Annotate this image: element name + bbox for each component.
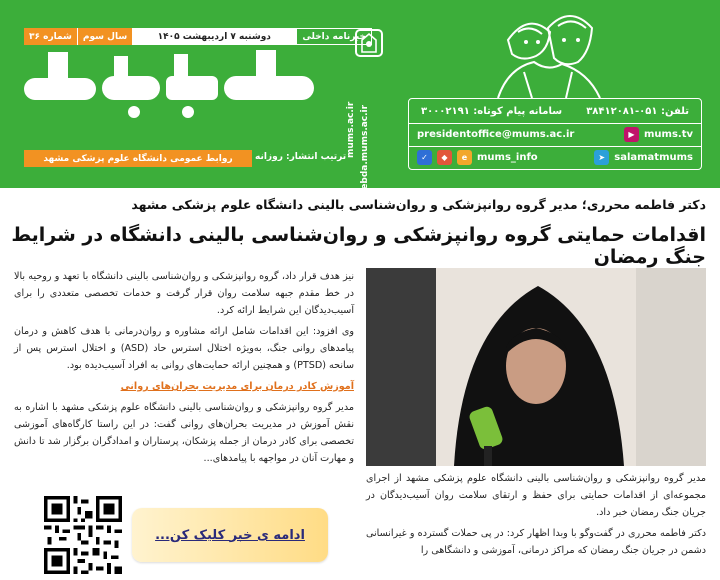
article-headline: اقدامات حمایتی گروه روانپزشکی و روان‌شناسی بالینی دانشگاه در شرایط جنگ رمضان bbox=[11, 224, 706, 268]
masthead-header bbox=[0, 0, 720, 198]
masthead-logo bbox=[24, 48, 314, 124]
sms-number[interactable]: سامانه پیام کوتاه: ۳۰۰۰۲۱۹۱ bbox=[421, 105, 563, 117]
site-url-1[interactable]: mums.ac.ir bbox=[346, 101, 356, 158]
interview-photo bbox=[366, 268, 706, 466]
aparat-icon: ▶ bbox=[624, 127, 639, 142]
contact-box bbox=[408, 98, 702, 170]
email-row bbox=[409, 123, 701, 145]
publish-order: ترتیب انتشار: روزانه bbox=[255, 152, 347, 162]
article-body bbox=[14, 268, 354, 471]
university-emblem-icon bbox=[352, 26, 386, 60]
caption-para-1: مدیر گروه روانپزشکی و روان‌شناسی بالینی دانشگاه علوم پزشکی مشهد از اجرای مجموعه‌ای از اقدامات حمایتی برای حفظ و ارتقای سلامت روان آسیب‌دیدگان در جریان جنگ رمضان خبر داد. bbox=[366, 473, 706, 518]
rubika-icon: ◆ bbox=[437, 150, 452, 165]
article-kicker: دکتر فاطمه محرری؛ مدیر گروه روانپزشکی و روان‌شناسی بالینی دانشگاه علوم پزشکی مشهد bbox=[131, 197, 706, 212]
body-para-3: مدیر گروه روانپزشکی و روان‌شناسی بالینی دانشگاه علوم پزشکی مشهد با اشاره به نقش آموزش در مدیریت بحران‌های روانی گفت: در این راستا کارگاه‌های آموزشی تخصصی برای کادر درمان از جمله پزشکان، پرستاران و امدادگران برگزار شد تا دانش و مهارت آنان در مواجهه با پیامدهای... bbox=[14, 402, 354, 464]
email-link[interactable]: presidentoffice@mums.ac.ir bbox=[417, 129, 575, 140]
qr-code[interactable] bbox=[44, 496, 122, 574]
body-subheading: آموزش کادر درمان برای مدیریت بحران‌های روانی bbox=[120, 381, 354, 392]
phone-row bbox=[409, 101, 701, 121]
site-url-2[interactable]: webda.mums.ac.ir bbox=[360, 104, 370, 198]
tv-link[interactable]: ▶ mums.tv bbox=[624, 127, 693, 142]
social-row bbox=[409, 146, 701, 168]
eitaa-icon: e bbox=[457, 150, 472, 165]
body-para-1: نیز هدف قرار داد، گروه روانپزشکی و روان‌شناسی بالینی دانشگاه با تعهد و روحیه بالا در خط مقدم جبهه سلامت روان قرار گرفت و خدمات تخصصی متعددی را برای آسیب‌دیدگان این شرایط ارائه کرد. bbox=[14, 271, 354, 316]
issue-date: دوشنبه ۷ اردیبهشت ۱۴۰۵ bbox=[157, 31, 271, 42]
read-more-button[interactable]: ادامه ی خبر کلیک کن... bbox=[132, 508, 328, 562]
telegram-link[interactable]: ➤ salamatmums bbox=[594, 150, 693, 165]
caption-para-2: دکتر فاطمه محرری در گفت‌وگو با وبدا اظهار کرد: در پی حملات گسترده و غیرانسانی دشمن در جریان جنگ رمضان که مراکز درمانی، آموزشی و دانشگاهی را bbox=[366, 528, 706, 556]
newsletter-type: خبرنامه داخلی bbox=[296, 28, 372, 45]
org-name: روابط عمومی دانشگاه علوم پزشکی مشهد bbox=[24, 150, 252, 167]
body-para-2: وی افزود: این اقدامات شامل ارائه مشاوره و روان‌درمانی با هدف کاهش و درمان پیامدهای روانی جنگ، به‌ویژه اختلال استرس حاد (ASD) و اختلال استرس پس از سانحه (PTSD) و همچنین ارائه حمایت‌های روانی به افراد آسیب‌دیده بود. bbox=[14, 326, 354, 371]
photo-caption bbox=[366, 470, 706, 559]
issue-year: سال سوم bbox=[77, 28, 132, 45]
social-info-link[interactable]: ✓ ◆ e mums_info bbox=[417, 150, 538, 165]
phone-number[interactable]: تلفن: ۰۵۱-۳۸۴۱۲۰۸۱ bbox=[586, 105, 689, 117]
issue-meta-bar bbox=[24, 28, 372, 45]
telegram-icon: ➤ bbox=[594, 150, 609, 165]
leaders-portrait-illustration bbox=[488, 2, 608, 98]
bale-icon: ✓ bbox=[417, 150, 432, 165]
issue-number: شماره ۳۶ bbox=[24, 28, 77, 45]
